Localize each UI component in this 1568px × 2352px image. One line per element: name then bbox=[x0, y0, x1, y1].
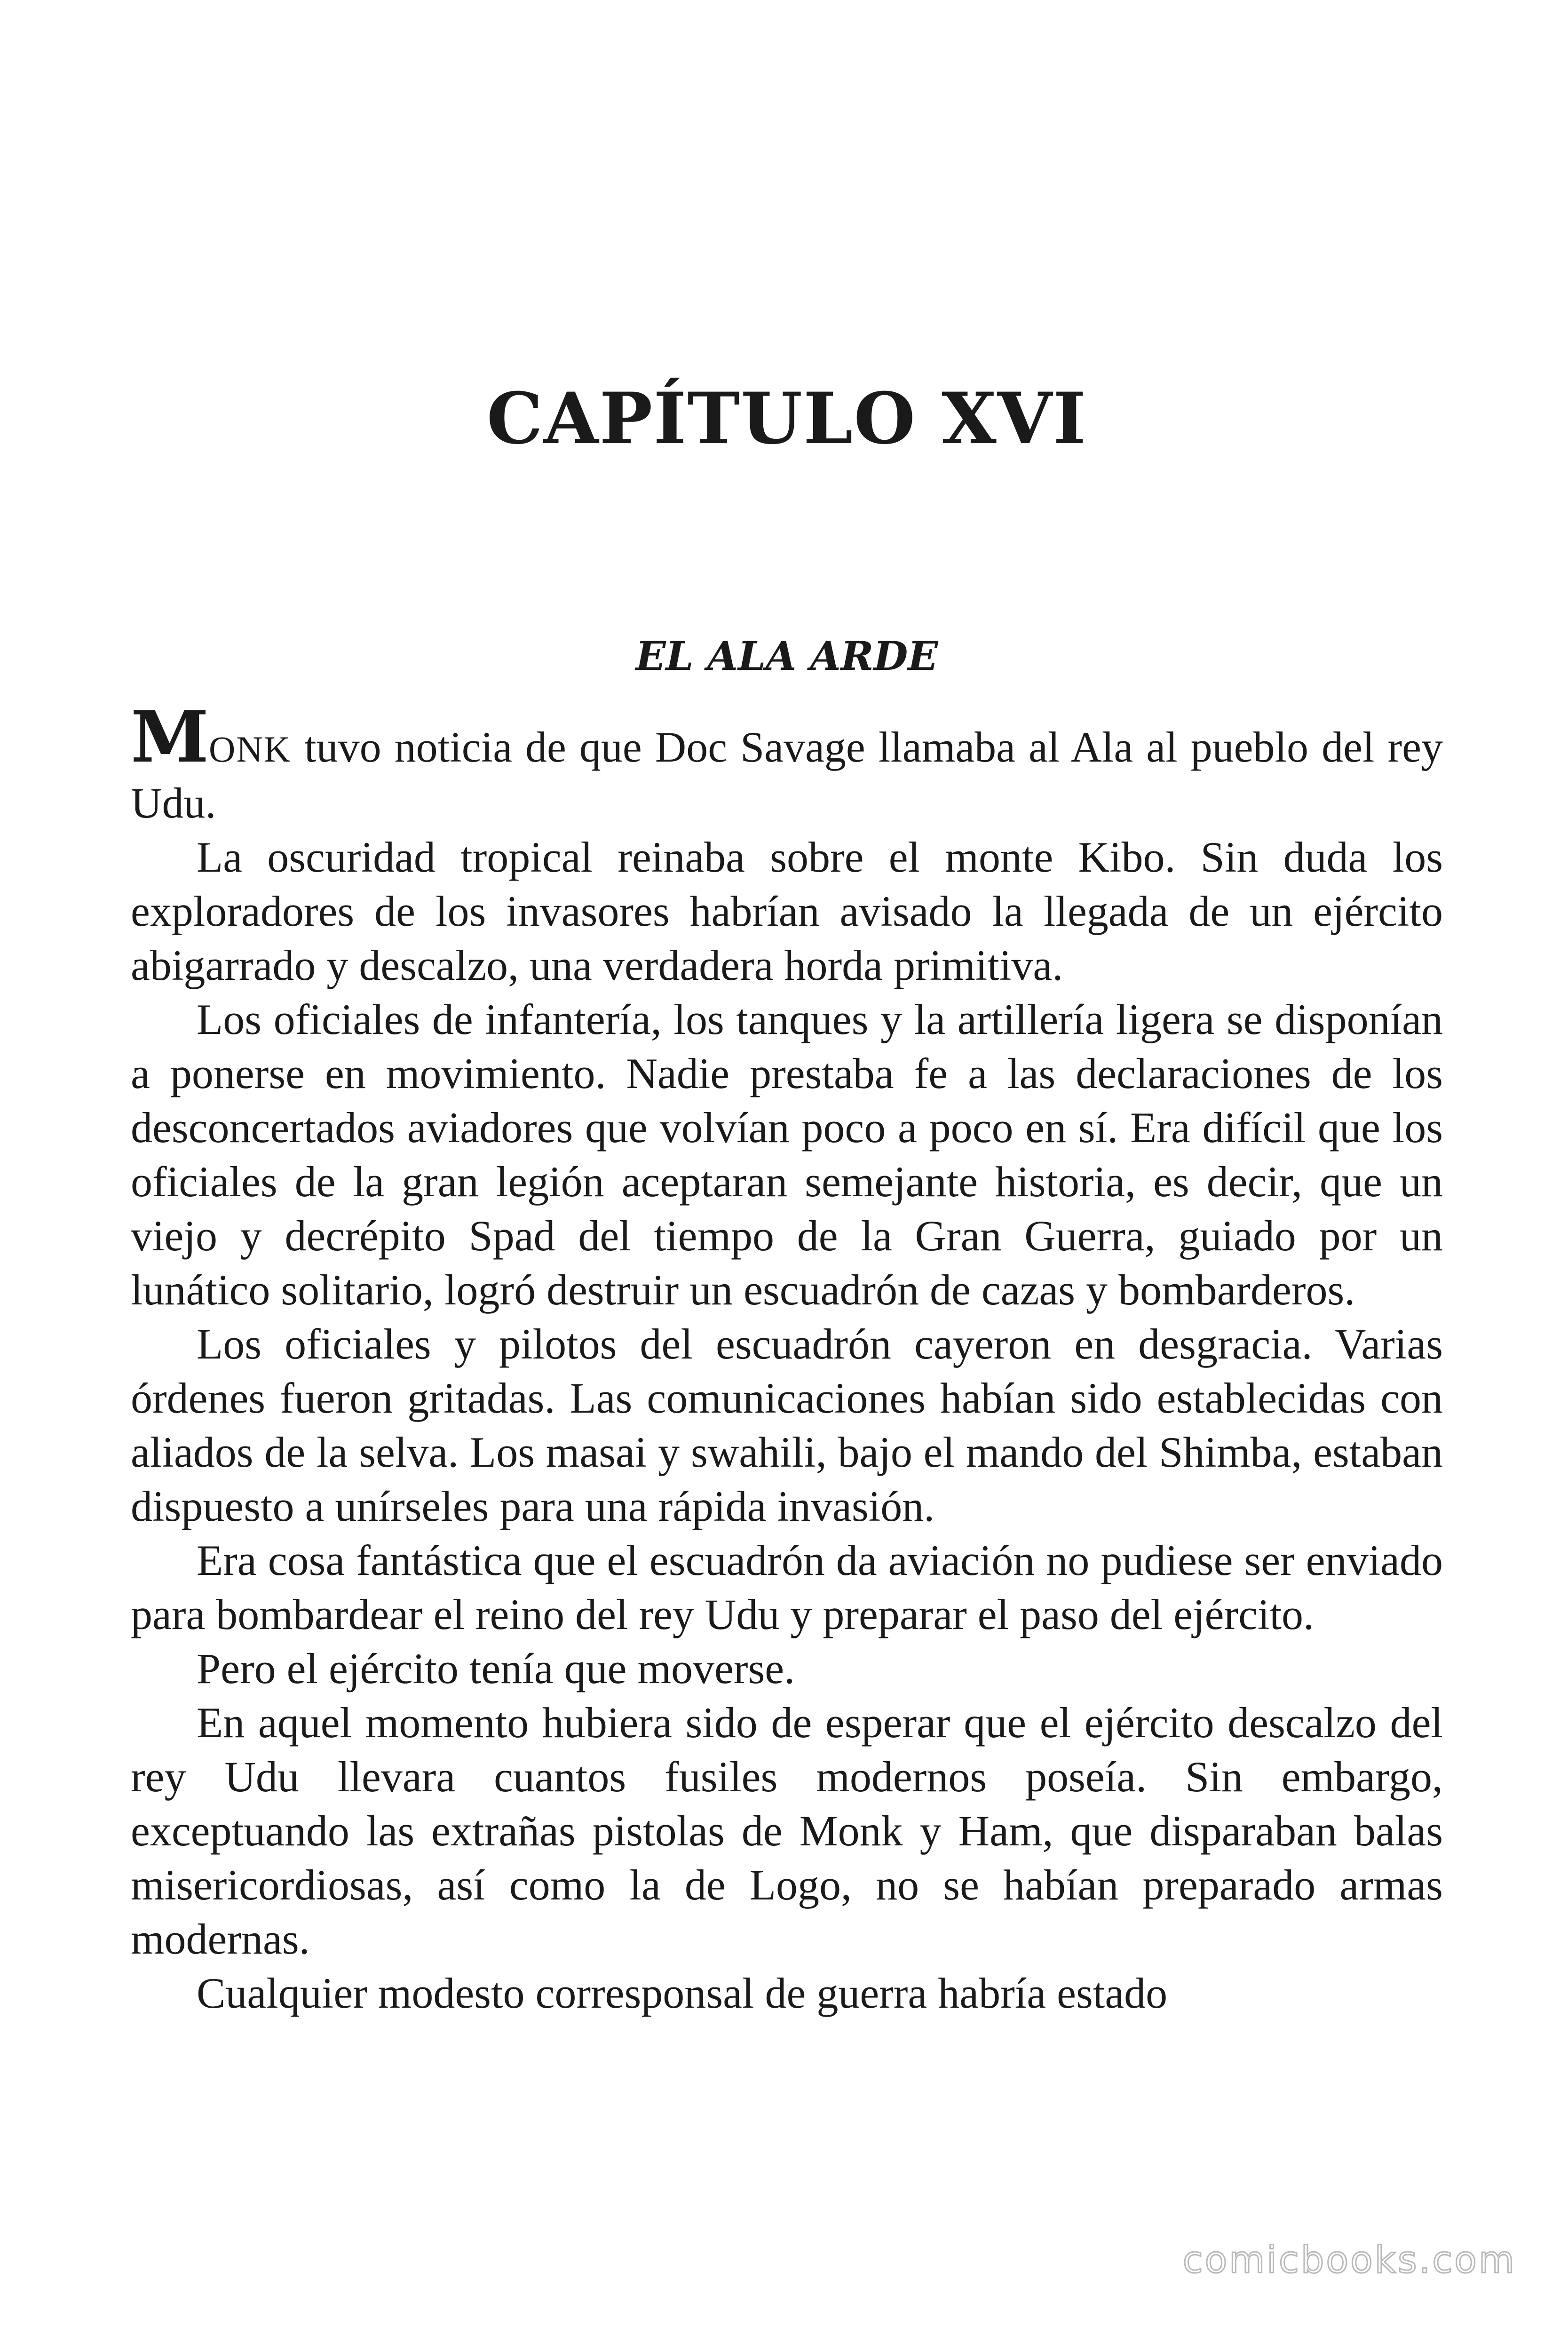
paragraph-4: Los oficiales y pilotos del escuadrón cayeron en desgracia. Varias órdenes fueron gritadas. Las comunicaciones habían sido establecidas con aliados de la selva. Los masai y swahili, bajo el mando del Shimba, estaban dispuesto a unírseles para una rápida invasión. bbox=[131, 1320, 1443, 1530]
chapter-body bbox=[131, 696, 1443, 2020]
paragraph-1-text: tuvo noticia de que Doc Savage llamaba al Ala al pueblo del rey Udu. bbox=[131, 723, 1443, 827]
chapter-subtitle: EL ALA ARDE bbox=[635, 633, 938, 679]
paragraph-2: La oscuridad tropical reinaba sobre el monte Kibo. Sin duda los exploradores de los invasores habrían avisado la llegada de un ejército abigarrado y descalzo, una verdadera horda primitiva. bbox=[131, 833, 1443, 989]
paragraph-7: En aquel momento hubiera sido de esperar que el ejército descalzo del rey Udu llevara cuantos fusiles modernos poseía. Sin embargo, exceptuando las extrañas pistolas de Monk y Ham, que disparaban balas misericordiosas, así como la de Logo, no se habían preparado armas modernas. bbox=[131, 1699, 1443, 1963]
drop-cap: M bbox=[131, 696, 209, 779]
paragraph-6: Pero el ejército tenía que moverse. bbox=[197, 1645, 795, 1692]
chapter-title: CAPÍTULO XVI bbox=[486, 377, 1087, 460]
book-page bbox=[131, 0, 1443, 2352]
paragraph-1 bbox=[131, 696, 1443, 830]
paragraph-5: Era cosa fantástica que el escuadrón da aviación no pudiese ser enviado para bombardear el reino del rey Udu y preparar el paso del ejército. bbox=[131, 1536, 1443, 1638]
site-watermark: comicbooks.com bbox=[1182, 2239, 1516, 2281]
paragraph-8: Cualquier modesto corresponsal de guerra habría estado bbox=[197, 1969, 1168, 2017]
small-caps-lead: ONK bbox=[209, 729, 292, 770]
paragraph-3: Los oficiales de infantería, los tanques y la artillería ligera se disponían a ponerse en movimiento. Nadie prestaba fe a las declaraciones de los desconcertados aviadores que volvían poco a poco en sí. Era difícil que los oficiales de la gran legión aceptaran semejante historia, es decir, que un viejo y decrépito Spad del tiempo de la Gran Guerra, guiado por un lunático solitario, logró destruir un escuadrón de cazas y bombarderos. bbox=[131, 995, 1443, 1314]
